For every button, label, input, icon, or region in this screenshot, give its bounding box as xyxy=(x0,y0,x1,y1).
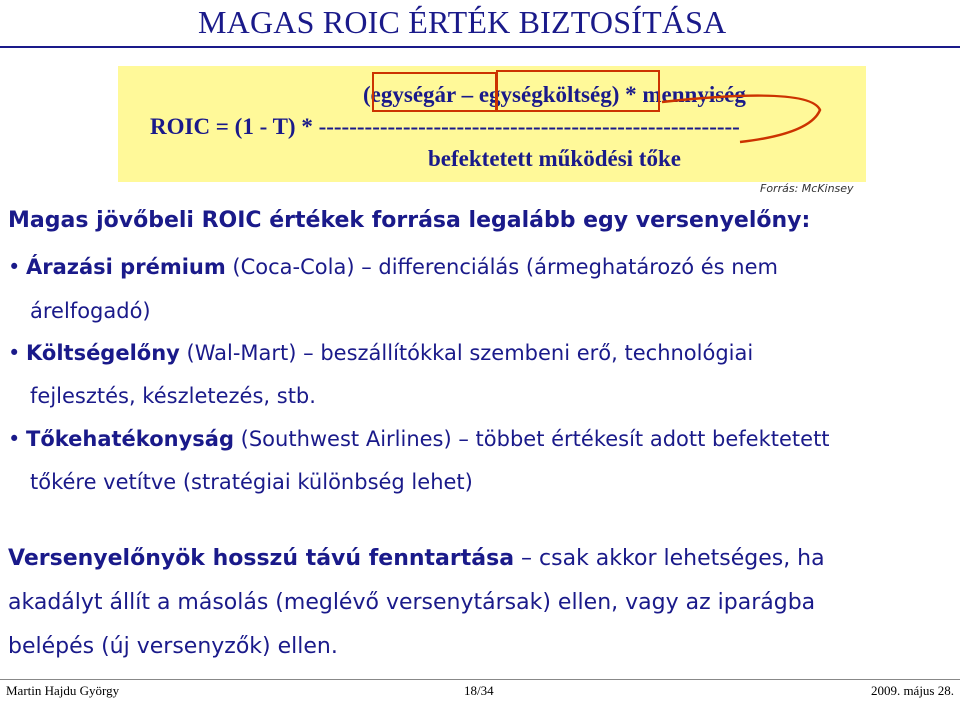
formula-unit-price: egységár xyxy=(370,82,456,107)
closing-paragraph: Versenyelőnyök hosszú távú fenntartása – csak akkor lehetséges, ha xyxy=(8,546,825,571)
source-note: Forrás: McKinsey xyxy=(760,182,854,195)
bullet-item: • Árazási prémium (Coca-Cola) – differenciálás (ármeghatározó és nem xyxy=(8,255,778,279)
highlight-box-unit-cost xyxy=(496,70,660,112)
closing-line-3: belépés (új versenyzők) ellen. xyxy=(8,634,338,659)
footer xyxy=(0,679,960,702)
lead-sentence: Magas jövőbeli ROIC értékek forrása legalább egy versenyelőny: xyxy=(8,208,811,233)
formula-main-line: ROIC = (1 - T) * ------------------------------------------------------- xyxy=(150,114,740,139)
highlight-box-unit-price xyxy=(372,72,497,112)
closing-line-2: akadályt állít a másolás (meglévő versenytársak) ellen, vagy az iparágba xyxy=(8,590,816,615)
title-divider xyxy=(0,46,960,48)
bullet-continuation: tőkére vetítve (stratégiai különbség lehet) xyxy=(30,470,473,494)
highlight-arrow xyxy=(660,90,830,150)
formula-numerator: (egységár – egységköltség) * mennyiség xyxy=(363,82,746,107)
formula-unit-cost: egységköltség xyxy=(478,82,612,107)
bullet-item: • Tőkehatékonyság (Southwest Airlines) – többet értékesít adott befektetett xyxy=(8,427,830,451)
bullet-continuation: fejlesztés, készletezés, stb. xyxy=(30,384,316,408)
bullet-continuation: árelfogadó) xyxy=(30,299,151,323)
formula-denominator: befektetett működési tőke xyxy=(428,146,681,171)
formula-fraction-bar: ------------------------------------------------------- xyxy=(318,114,740,139)
footer-page-number: 18/34 xyxy=(464,683,494,698)
bullet-item: • Költségelőny (Wal-Mart) – beszállítókkal szembeni erő, technológiai xyxy=(8,341,754,365)
page-title: MAGAS ROIC ÉRTÉK BIZTOSÍTÁSA xyxy=(198,4,727,40)
footer-author: Martin Hajdu György xyxy=(6,683,120,698)
footer-date: 2009. május 28. xyxy=(870,683,954,698)
